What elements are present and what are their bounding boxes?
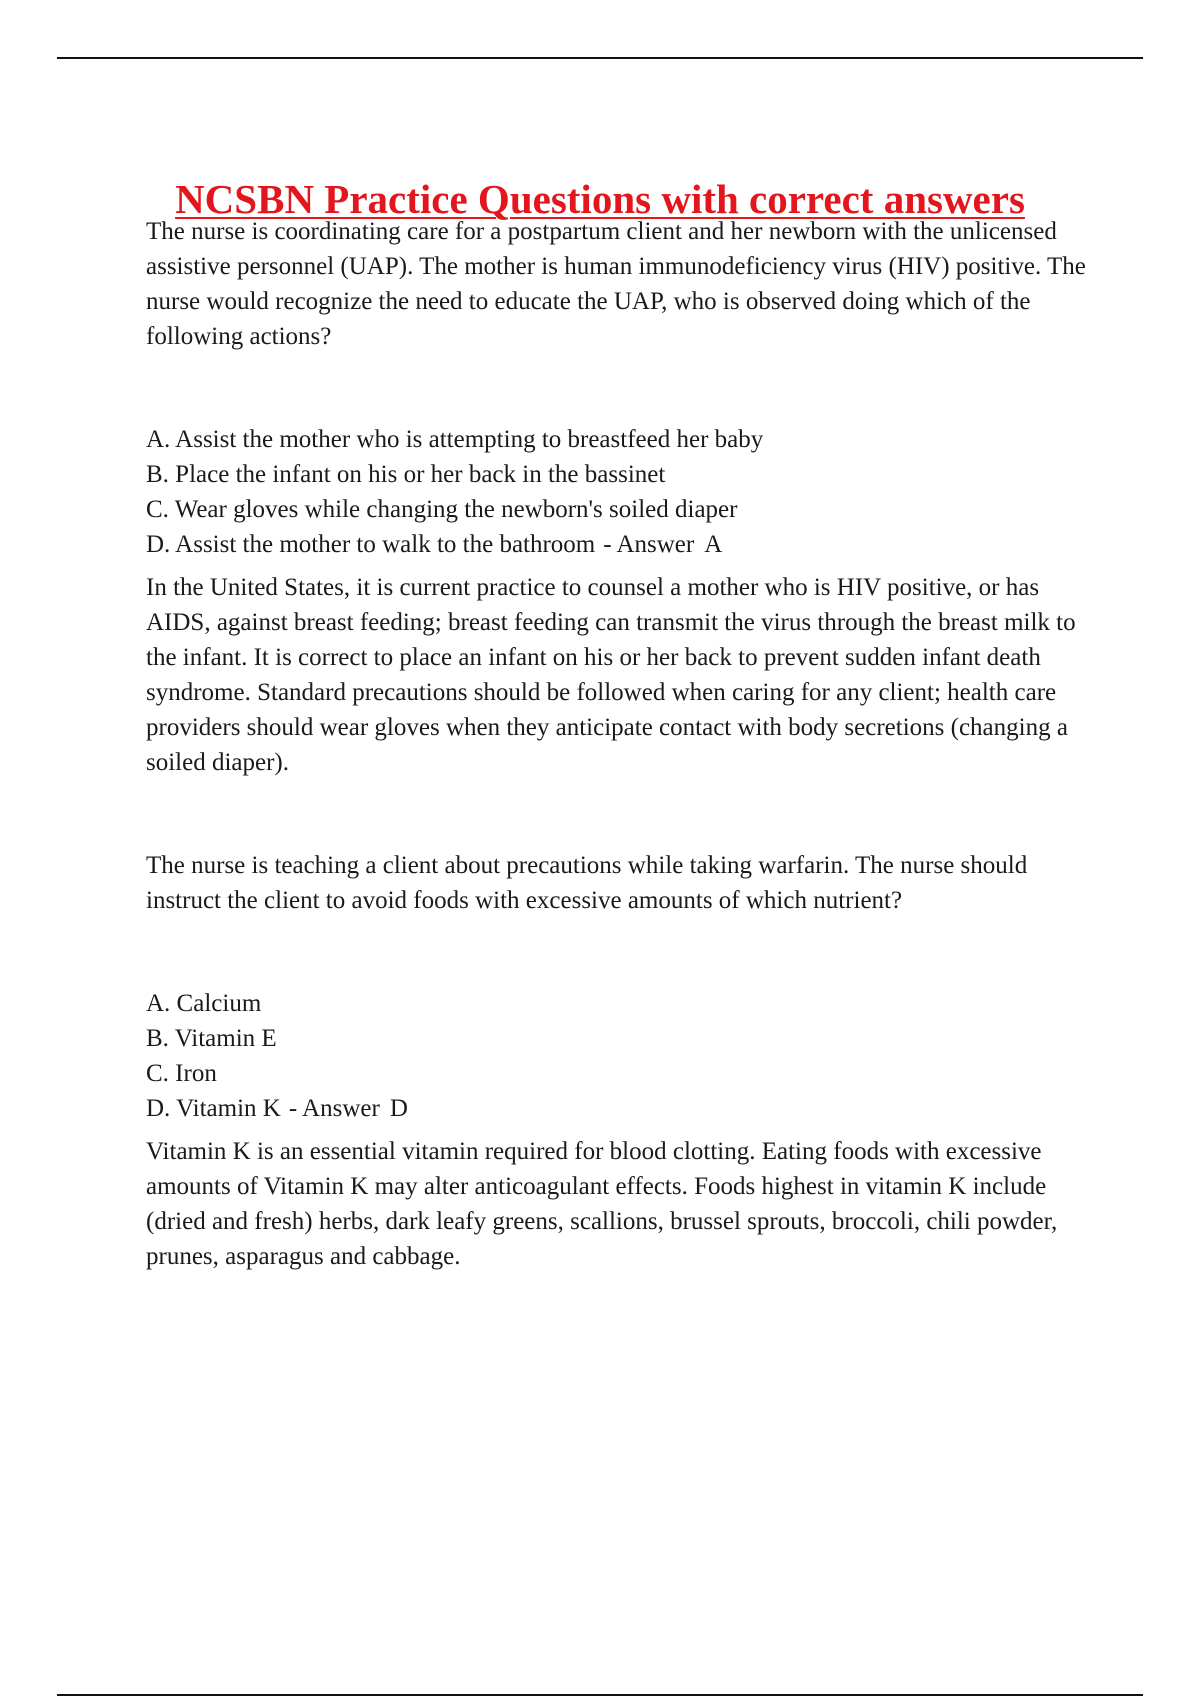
option-a: A. Calcium (146, 990, 262, 1017)
answer-value: A (704, 531, 723, 558)
rationale: In the United States, it is current practice to counsel a mother who is HIV positive, or has AIDS, against breast feeding; breast feeding can transmit the virus through the breast milk to the infant. It is correct to place an infant on his or her back to prevent sudden infant death syndrome. Standard precautions should be followed when caring for any client; health care providers should wear gloves when they anticipate contact with body secretions (changing a soiled diaper). (146, 574, 1076, 776)
document-body (146, 214, 1106, 1274)
answer-value: D (389, 1095, 408, 1122)
bottom-rule (57, 1694, 1143, 1696)
option-b: B. Place the infant on his or her back in the bassinet (146, 461, 666, 488)
option-a: A. Assist the mother who is attempting to breastfeed her baby (146, 426, 764, 453)
option-c: C. Iron (146, 1060, 217, 1087)
option-d: D. Vitamin K (146, 1095, 281, 1122)
option-c: C. Wear gloves while changing the newborn's soiled diaper (146, 496, 738, 523)
option-b: B. Vitamin E (146, 1025, 277, 1052)
top-rule (57, 57, 1143, 59)
question-2 (146, 848, 1106, 1274)
question-stem: The nurse is coordinating care for a postpartum client and her newborn with the unlicensed assistive personnel (UAP). The mother is human immunodeficiency virus (HIV) positive. The nurse would recognize the need to educate the UAP, who is observed doing which of the following actions? (146, 218, 1086, 350)
rationale: Vitamin K is an essential vitamin required for blood clotting. Eating foods with excessive amounts of Vitamin K may alter anticoagulant effects. Foods highest in vitamin K include (dried and fresh) herbs, dark leafy greens, scallions, brussel sprouts, broccoli, chili powder, prunes, asparagus and cabbage. (146, 1138, 1058, 1270)
option-d: D. Assist the mother to walk to the bathroom (146, 531, 596, 558)
option-d-with-answer (146, 527, 1106, 562)
page-title: NCSBN Practice Questions with correct answers (175, 176, 1025, 223)
question-1 (146, 214, 1106, 780)
question-stem: The nurse is teaching a client about precautions while taking warfarin. The nurse should instruct the client to avoid foods with excessive amounts of which nutrient? (146, 852, 1028, 914)
answer-label: - Answer (603, 531, 695, 558)
options-list (146, 986, 1106, 1126)
options-list (146, 422, 1106, 562)
answer-label: - Answer (288, 1095, 380, 1122)
option-d-with-answer (146, 1091, 1106, 1126)
